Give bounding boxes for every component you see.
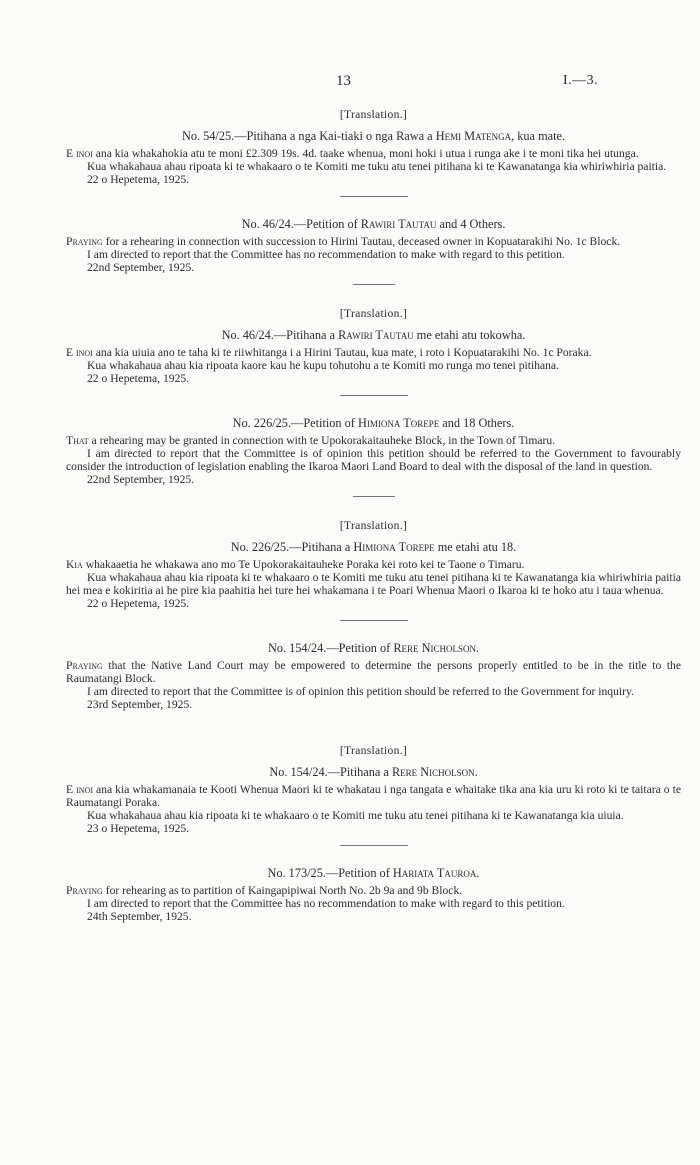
- petition-date: 23rd September, 1925.: [87, 698, 193, 711]
- petition-date: 22nd September, 1925.: [87, 261, 195, 274]
- request-lead: E inoi: [66, 783, 94, 796]
- petitioner-name: Hemi Matenga: [435, 129, 512, 143]
- petition-date: 22 o Hepetema, 1925.: [87, 173, 190, 186]
- petition-request: [66, 434, 681, 447]
- petition-request: [66, 659, 681, 685]
- heading-tail: me etahi atu tokowha.: [413, 328, 526, 342]
- committee-report: I am directed to report that the Committee is of opinion this petition should be referred to the Government for inquiry.: [87, 685, 634, 698]
- request-text: that the Native Land Court may be empowered to determine the persons properly entitled to be in the title to the Raumatangi Block.: [66, 659, 681, 685]
- petition-heading: [66, 217, 681, 231]
- page-header: [0, 73, 700, 93]
- petition-heading: [66, 641, 681, 655]
- petition-heading: [66, 416, 681, 430]
- document-reference: I.—3.: [563, 73, 599, 88]
- request-lead: Praying: [66, 659, 103, 672]
- section-divider: [340, 196, 408, 197]
- petition-request: [66, 558, 681, 571]
- request-lead: Praying: [66, 235, 103, 248]
- request-text: for rehearing as to partition of Kaingapipiwai North No. 2b 9a and 9b Block.: [102, 884, 463, 897]
- petition-request: [66, 884, 681, 897]
- request-lead: Praying: [66, 884, 103, 897]
- section-divider: [353, 496, 395, 497]
- request-lead: E inoi: [66, 147, 93, 160]
- petition-date: 22 o Hepetema, 1925.: [87, 597, 190, 610]
- petition-date: 22 o Hepetema, 1925.: [87, 372, 190, 385]
- translation-label: [Translation.]: [339, 744, 408, 757]
- petition-date: 22nd September, 1925.: [87, 473, 195, 486]
- committee-report: Kua whakahaua ahau ripoata ki te whakaaro o te Komiti me tuku atu tenei pitihana ki te Kawanatanga kia whiriwhiria paitia.: [87, 160, 667, 173]
- petition-number: No. 46/24.—Petition of: [241, 217, 358, 231]
- petition-number: No. 46/24.—Pitihana a: [221, 328, 336, 342]
- petition-154-24-english: [66, 641, 681, 711]
- petition-date: 23 o Hepetema, 1925.: [87, 822, 190, 835]
- petition-request: [66, 346, 681, 359]
- petition-request: [66, 147, 681, 160]
- section-divider: [340, 395, 408, 396]
- petition-number: No. 226/25.—Pitihana a: [230, 540, 351, 554]
- petition-heading: [66, 765, 681, 779]
- section-divider: [353, 284, 395, 285]
- committee-report: I am directed to report that the Committee is of opinion this petition should be referred to the Government to favourably consider the introduction of legislation enabling the Ikaroa Maori Land Board to deal with the disposal of the land in question.: [66, 447, 681, 473]
- section-divider: [340, 620, 408, 621]
- petition-46-24-maori: [66, 307, 681, 385]
- request-lead: Kia: [66, 558, 83, 571]
- petition-54-25-maori: [66, 108, 681, 186]
- committee-report: I am directed to report that the Committee has no recommendation to make with regard to this petition.: [87, 897, 565, 910]
- request-text: for a rehearing in connection with succession to Hirini Tautau, deceased owner in Kopuatarakihi No. 1c Block.: [102, 235, 621, 248]
- request-text: ana kia whakamanaia te Kooti Whenua Maori ki te whakatau i nga tangata e whaitake tika ana kia uru ki roto ki te taitara o te Raumatangi Poraka.: [66, 783, 681, 809]
- translation-label: [Translation.]: [339, 519, 408, 532]
- petitioner-name: Himiona Torepe: [353, 540, 435, 554]
- committee-report: Kua whakahaua ahau kia ripoata ki te whakaaro o te Komiti me tuku atu tenei pitihana ki te Kawanatanga kia uiuia.: [87, 809, 624, 822]
- petitioner-name: Rere Nicholson: [391, 765, 475, 779]
- petition-46-24-english: [66, 217, 681, 274]
- request-text: ana kia uiuia ano te taha ki te riiwhitanga i a Hirini Tautau, kua mate, i roto i Kopuatarakihi No. 1c Poraka.: [92, 346, 592, 359]
- petition-request: [66, 783, 681, 809]
- request-text: a rehearing may be granted in connection with te Upokorakaitauheke Block, in the Town of Timaru.: [88, 434, 556, 447]
- translation-label: [Translation.]: [339, 307, 408, 320]
- petitioner-name: Rere Nicholson: [393, 641, 476, 655]
- petition-heading: [66, 866, 681, 880]
- heading-tail: .: [475, 641, 480, 655]
- petitioner-name: Hariata Tauroa: [392, 866, 477, 880]
- petition-number: No. 54/25.—Pitihana a nga Kai-tiaki o nga Rawa a: [181, 129, 433, 143]
- committee-report: Kua whakahaua ahau kia ripoata kaore kau he kupu tohutohu a te Komiti mo runga mo tenei pitihana.: [87, 359, 559, 372]
- petition-heading: [66, 328, 681, 342]
- translation-label: [Translation.]: [339, 108, 408, 121]
- committee-report: Kua whakahaua ahau kia ripoata ki te whakaaro o te Komiti me tuku atu tenei pitihana ki te Kawanatanga kia whiriwhiria paitia hei mea e kokiritia ai he pire kia paahitia hei ture hei whakamana i te Poari Whenua Maori o Ikaroa ki te hoko atu i taua whenua.: [66, 571, 681, 597]
- heading-tail: and 4 Others.: [436, 217, 506, 231]
- petition-number: No. 154/24.—Petition of: [267, 641, 391, 655]
- heading-tail: and 18 Others.: [439, 416, 515, 430]
- petition-number: No. 154/24.—Pitihana a: [269, 765, 389, 779]
- request-lead: That: [66, 434, 89, 447]
- request-text: ana kia whakahokia atu te moni £2.309 19s. 4d. taake whenua, moni hoki i utua i runga ake i te moni tika hei utunga.: [92, 147, 639, 160]
- petition-154-24-maori: [66, 744, 681, 835]
- petition-number: No. 226/25.—Petition of: [232, 416, 355, 430]
- heading-tail: me etahi atu 18.: [434, 540, 517, 554]
- page-number: 13: [336, 73, 351, 89]
- committee-report: I am directed to report that the Committee has no recommendation to make with regard to this petition.: [87, 248, 565, 261]
- petition-date: 24th September, 1925.: [87, 910, 192, 923]
- petition-226-25-maori: [66, 519, 681, 610]
- petition-173-25-english: [66, 866, 681, 923]
- request-text: whakaaetia he whakawa ano mo Te Upokorakaitauheke Poraka kei roto kei te Taone o Timaru.: [82, 558, 525, 571]
- petition-number: No. 173/25.—Petition of: [267, 866, 390, 880]
- petitioner-name: Rawiri Tautau: [360, 217, 437, 231]
- petition-heading: [66, 129, 681, 143]
- section-divider: [340, 845, 408, 846]
- heading-tail: .: [476, 866, 480, 880]
- request-lead: E inoi: [66, 346, 93, 359]
- petition-heading: [66, 540, 681, 554]
- petition-226-25-english: [66, 416, 681, 486]
- page-content: [66, 108, 681, 923]
- petitioner-name: Rawiri Tautau: [338, 328, 414, 342]
- heading-tail: , kua mate.: [511, 129, 566, 143]
- petitioner-name: Himiona Torepe: [357, 416, 440, 430]
- petition-request: [66, 235, 681, 248]
- heading-tail: .: [474, 765, 478, 779]
